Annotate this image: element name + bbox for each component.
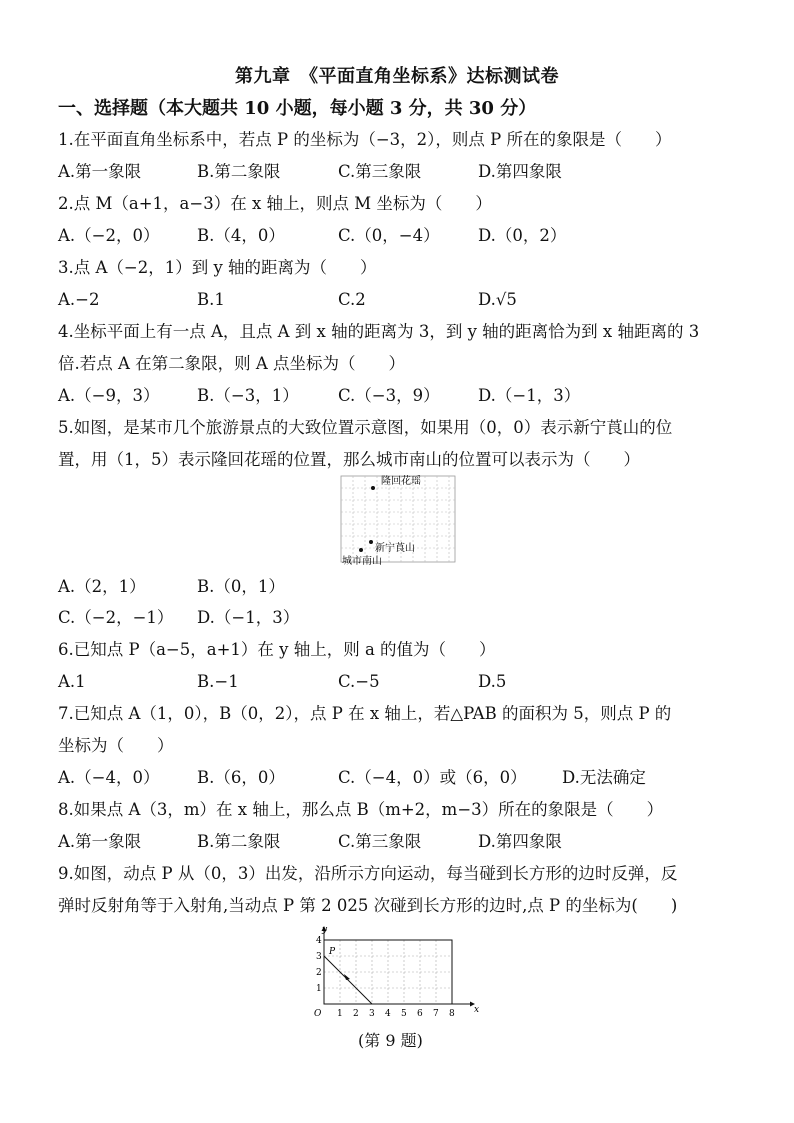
question-3-stem: 3.点 A（−2，1）到 y 轴的距离为（ ） [58, 258, 377, 277]
y-tick-1: 1 [316, 984, 322, 994]
motion-path [324, 956, 372, 1004]
q2-option-b: B.（4，0） [197, 226, 285, 245]
q6-option-b: B.−1 [197, 672, 239, 691]
q7-option-d: D.无法确定 [562, 768, 646, 787]
q1-option-d: D.第四象限 [478, 162, 562, 181]
q4-option-a: A.（−9，3） [58, 386, 160, 405]
question-9-stem-line2: 弹时反射角等于入射角,当动点 P 第 2 025 次碰到长方形的边时,点 P 的坐标为( ) [58, 896, 678, 915]
q1-option-a: A.第一象限 [58, 162, 142, 181]
origin-label: O [314, 1009, 322, 1019]
map-label-xinning: 新宁莨山 [375, 543, 415, 554]
q8-option-d: D.第四象限 [478, 832, 562, 851]
section-heading: 一、选择题（本大题共 10 小题，每小题 3 分，共 30 分） [58, 98, 537, 119]
question-5-stem-line2: 置，用（1，5）表示隆回花瑶的位置，那么城市南山的位置可以表示为（ ） [58, 450, 640, 469]
x-tick-2: 2 [353, 1009, 359, 1019]
question-6-stem: 6.已知点 P（a−5，a+1）在 y 轴上，则 a 的值为（ ） [58, 640, 496, 659]
q5-option-c: C.（−2，−1） [58, 608, 174, 627]
q4-option-d: D.（−1，3） [478, 386, 581, 405]
q3-option-a: A.−2 [58, 290, 100, 309]
q1-option-c: C.第三象限 [338, 162, 422, 181]
question-7-stem-line2: 坐标为（ ） [58, 736, 174, 755]
q2-option-c: C.（0，−4） [338, 226, 440, 245]
q6-option-d: D.5 [478, 672, 507, 691]
x-axis-label: x [474, 1005, 480, 1015]
q3-option-c: C.2 [338, 290, 366, 309]
x-tick-8: 8 [449, 1009, 455, 1019]
rebound-path-graph [310, 924, 482, 1022]
question-9-stem-line1: 9.如图，动点 P 从（0，3）出发，沿所示方向运动，每当碰到长方形的边时反弹，反 [58, 864, 678, 883]
q1-option-b: B.第二象限 [197, 162, 281, 181]
q5-option-b: B.（0，1） [197, 577, 285, 596]
q8-option-c: C.第三象限 [338, 832, 422, 851]
question-2-stem: 2.点 M（a+1，a−3）在 x 轴上，则点 M 坐标为（ ） [58, 194, 492, 213]
question-4-stem-line1: 4.坐标平面上有一点 A，且点 A 到 x 轴的距离为 3，到 y 轴的距离恰为到 x 轴距离的 3 [58, 322, 700, 341]
y-tick-2: 2 [316, 968, 322, 978]
y-tick-4: 4 [316, 936, 322, 946]
q6-option-a: A.1 [58, 672, 86, 691]
x-tick-5: 5 [401, 1009, 407, 1019]
page-title: 第九章 《平面直角坐标系》达标测试卷 [235, 66, 559, 87]
map-label-chengshi: 城市南山 [342, 556, 382, 566]
x-tick-4: 4 [385, 1009, 391, 1019]
q8-option-a: A.第一象限 [58, 832, 142, 851]
question-1-stem: 1.在平面直角坐标系中，若点 P 的坐标为（−3，2），则点 P 所在的象限是（ ） [58, 130, 672, 149]
scenic-spots-map [337, 474, 461, 566]
map-label-longhui: 隆回花瑶 [381, 476, 421, 487]
x-tick-3: 3 [369, 1009, 375, 1019]
q8-option-b: B.第二象限 [197, 832, 281, 851]
x-tick-7: 7 [433, 1009, 439, 1019]
graph-grid [324, 940, 452, 1004]
q7-option-c: C.（−4，0）或（6，0） [338, 768, 527, 787]
q2-option-d: D.（0，2） [478, 226, 567, 245]
q5-option-d: D.（−1，3） [197, 608, 300, 627]
y-axis-label: y [322, 925, 328, 935]
q7-option-b: B.（6，0） [197, 768, 285, 787]
point-p-label: P [329, 947, 336, 957]
q7-option-a: A.（−4，0） [58, 768, 160, 787]
y-tick-3: 3 [316, 952, 322, 962]
figure-9-caption: (第 9 题) [358, 1031, 423, 1050]
question-4-stem-line2: 倍.若点 A 在第二象限，则 A 点坐标为（ ） [58, 354, 406, 373]
q4-option-c: C.（−3，9） [338, 386, 440, 405]
q6-option-c: C.−5 [338, 672, 380, 691]
question-5-stem-line1: 5.如图，是某市几个旅游景点的大致位置示意图，如果用（0，0）表示新宁莨山的位 [58, 418, 673, 437]
question-7-stem-line1: 7.已知点 A（1，0），B（0，2），点 P 在 x 轴上，若△PAB 的面积为 5，则点 P 的 [58, 704, 672, 723]
q5-option-a: A.（2，1） [58, 577, 146, 596]
q2-option-a: A.（−2，0） [58, 226, 160, 245]
x-tick-1: 1 [337, 1009, 343, 1019]
spot-marker-xinning [369, 540, 373, 544]
x-tick-6: 6 [417, 1009, 423, 1019]
q3-option-d: D.√5 [478, 290, 517, 309]
spot-marker-longhui [371, 486, 375, 490]
question-8-stem: 8.如果点 A（3，m）在 x 轴上，那么点 B（m+2，m−3）所在的象限是（ ） [58, 800, 664, 819]
q3-option-b: B.1 [197, 290, 225, 309]
spot-marker-chengshi [359, 548, 363, 552]
q4-option-b: B.（−3，1） [197, 386, 299, 405]
